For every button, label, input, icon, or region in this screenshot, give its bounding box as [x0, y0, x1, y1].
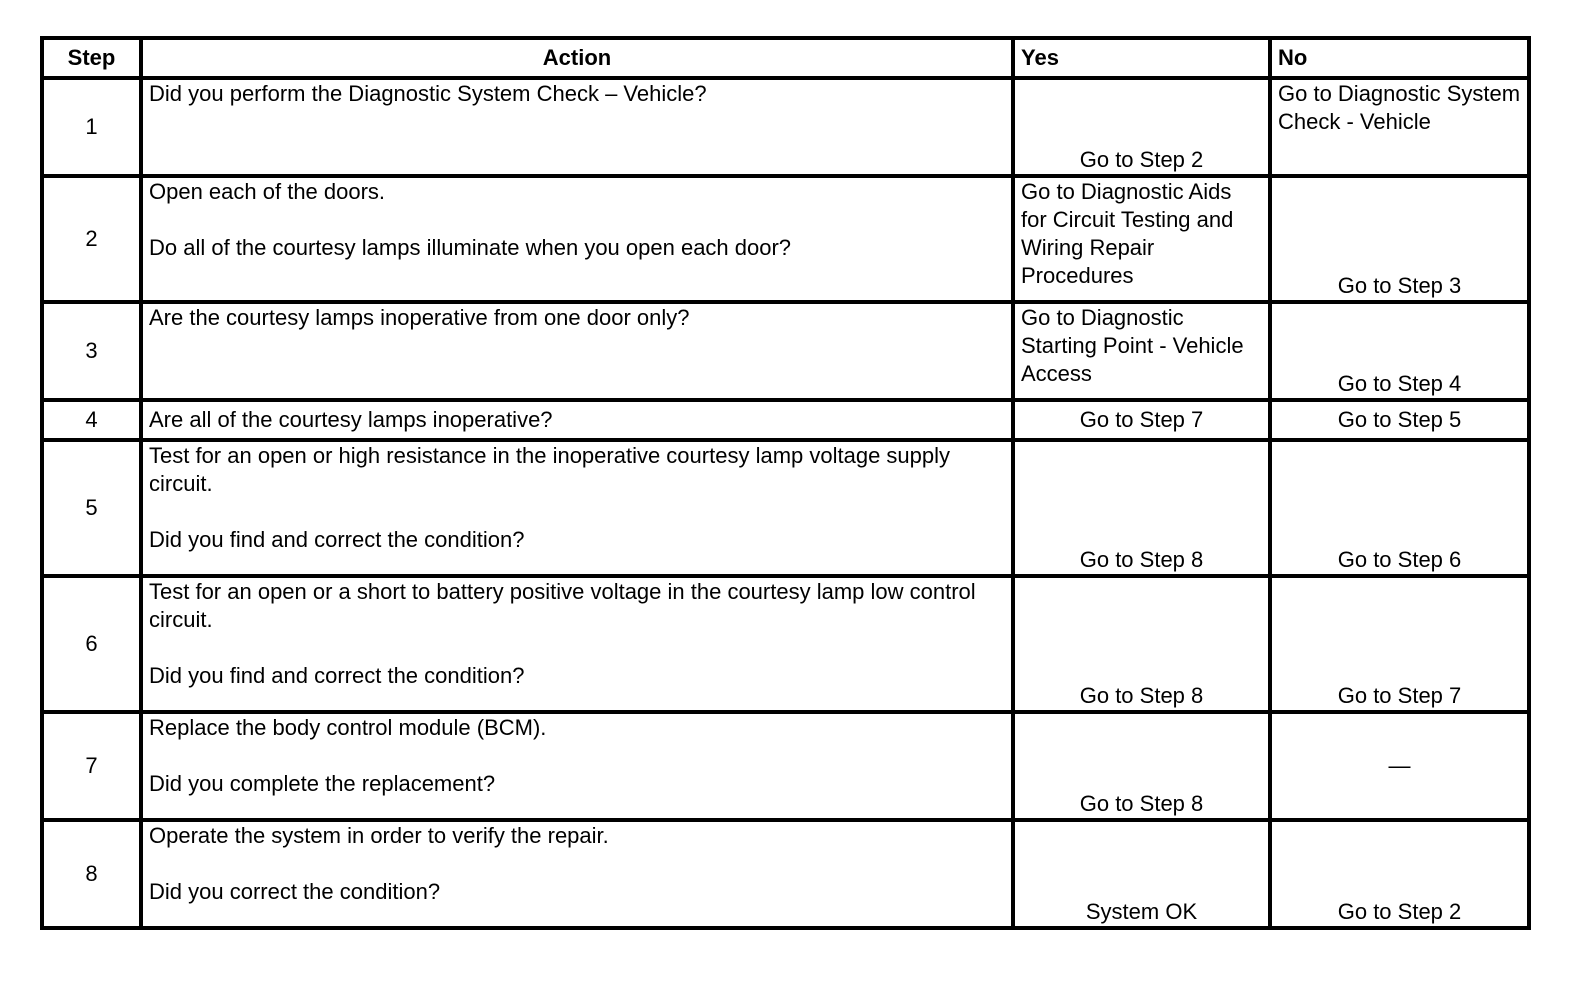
- table-row: [42, 712, 1529, 820]
- action-text: Operate the system in order to verify the repair.: [149, 823, 609, 848]
- table-row: [42, 78, 1529, 176]
- no-outcome: —: [1270, 712, 1529, 820]
- yes-outcome: Go to Step 8: [1013, 712, 1270, 820]
- action-question: Do all of the courtesy lamps illuminate when you open each door?: [149, 235, 792, 260]
- action-cell: [141, 302, 1013, 400]
- header-yes: Yes: [1013, 38, 1270, 78]
- action-text: Test for an open or high resistance in the inoperative courtesy lamp voltage supply circuit.: [149, 443, 951, 496]
- step-number: 7: [42, 712, 141, 820]
- table-row: [42, 302, 1529, 400]
- action-cell: [141, 400, 1013, 440]
- header-action: Action: [141, 38, 1013, 78]
- action-question: Did you complete the replacement?: [149, 771, 496, 796]
- yes-outcome: Go to Step 7: [1013, 400, 1270, 440]
- action-text: Are all of the courtesy lamps inoperative?: [149, 407, 553, 432]
- step-number: 8: [42, 820, 141, 928]
- action-text: Are the courtesy lamps inoperative from one door only?: [149, 305, 690, 330]
- action-question: Did you find and correct the condition?: [149, 527, 525, 552]
- action-cell: [141, 712, 1013, 820]
- step-number: 1: [42, 78, 141, 176]
- action-text: Test for an open or a short to battery positive voltage in the courtesy lamp low control circuit.: [149, 579, 976, 632]
- step-number: 4: [42, 400, 141, 440]
- no-outcome: Go to Step 5: [1270, 400, 1529, 440]
- step-number: 2: [42, 176, 141, 302]
- table-row: [42, 440, 1529, 576]
- action-text: Open each of the doors.: [149, 179, 386, 204]
- step-number: 6: [42, 576, 141, 712]
- header-no: No: [1270, 38, 1529, 78]
- header-row: [42, 38, 1529, 78]
- step-number: 5: [42, 440, 141, 576]
- no-outcome: Go to Step 3: [1270, 176, 1529, 302]
- yes-outcome: Go to Diagnostic Aids for Circuit Testing and Wiring Repair Procedures: [1013, 176, 1270, 302]
- table-row: [42, 400, 1529, 440]
- action-question: Did you correct the condition?: [149, 879, 441, 904]
- no-outcome: Go to Step 2: [1270, 820, 1529, 928]
- yes-outcome: System OK: [1013, 820, 1270, 928]
- yes-outcome: Go to Diagnostic Starting Point - Vehicle Access: [1013, 302, 1270, 400]
- action-cell: [141, 176, 1013, 302]
- action-cell: [141, 820, 1013, 928]
- action-text: Replace the body control module (BCM).: [149, 715, 547, 740]
- yes-outcome: Go to Step 8: [1013, 576, 1270, 712]
- table-row: [42, 820, 1529, 928]
- action-cell: [141, 78, 1013, 176]
- diagnostic-table: [40, 36, 1531, 930]
- action-text: Did you perform the Diagnostic System Check – Vehicle?: [149, 81, 707, 106]
- no-outcome: Go to Step 6: [1270, 440, 1529, 576]
- action-cell: [141, 576, 1013, 712]
- no-outcome: Go to Step 7: [1270, 576, 1529, 712]
- no-outcome: Go to Step 4: [1270, 302, 1529, 400]
- yes-outcome: Go to Step 8: [1013, 440, 1270, 576]
- yes-outcome: Go to Step 2: [1013, 78, 1270, 176]
- header-step: Step: [42, 38, 141, 78]
- no-outcome: Go to Diagnostic System Check - Vehicle: [1270, 78, 1529, 176]
- action-cell: [141, 440, 1013, 576]
- step-number: 3: [42, 302, 141, 400]
- table-row: [42, 576, 1529, 712]
- action-question: Did you find and correct the condition?: [149, 663, 525, 688]
- table-row: [42, 176, 1529, 302]
